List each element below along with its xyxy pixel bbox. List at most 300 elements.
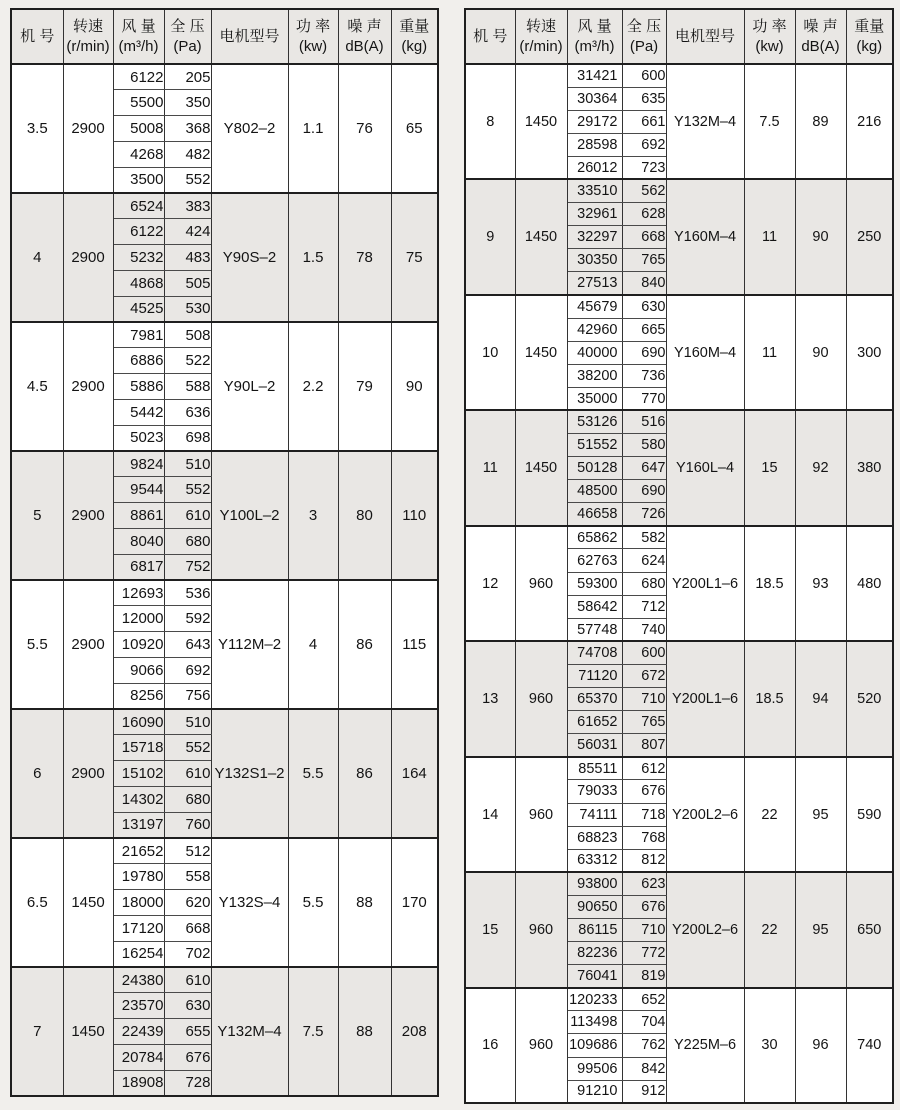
cell-speed: 2900: [63, 709, 113, 838]
cell-pressure: 482: [164, 141, 211, 167]
cell-flow: 90650: [567, 895, 622, 918]
cell-speed: 1450: [63, 967, 113, 1096]
cell-machine: 11: [465, 410, 515, 525]
cell-pressure: 912: [622, 1080, 666, 1103]
cell-motor: Y112M–2: [211, 580, 288, 709]
cell-machine: 9: [465, 179, 515, 294]
table-body: [11, 64, 438, 1096]
col-header-unit: (kw): [755, 37, 784, 55]
cell-flow: 35000: [567, 387, 622, 410]
cell-pressure: 552: [164, 735, 211, 761]
cell-pressure: 588: [164, 374, 211, 400]
cell-noise: 86: [338, 709, 391, 838]
cell-pressure: 350: [164, 90, 211, 116]
cell-pressure: 728: [164, 1070, 211, 1096]
fan-spec-table-right: [464, 8, 894, 1104]
table-row: [11, 193, 438, 219]
table-row: [11, 451, 438, 477]
cell-flow: 76041: [567, 965, 622, 988]
cell-pressure: 692: [622, 133, 666, 156]
cell-pressure: 624: [622, 549, 666, 572]
cell-flow: 74708: [567, 641, 622, 664]
col-header-power: [288, 9, 338, 64]
col-header-label: 机 号: [473, 27, 508, 45]
cell-flow: 6524: [113, 193, 164, 219]
cell-flow: 3500: [113, 167, 164, 193]
cell-power: 2.2: [288, 322, 338, 451]
cell-pressure: 592: [164, 606, 211, 632]
cell-pressure: 712: [622, 595, 666, 618]
cell-pressure: 536: [164, 580, 211, 606]
cell-speed: 960: [515, 526, 567, 641]
cell-speed: 960: [515, 988, 567, 1103]
cell-speed: 2900: [63, 322, 113, 451]
cell-motor: Y100L–2: [211, 451, 288, 580]
cell-flow: 74111: [567, 803, 622, 826]
cell-flow: 6122: [113, 64, 164, 90]
table-row: [11, 580, 438, 606]
cell-power: 11: [744, 179, 795, 294]
cell-motor: Y200L1–6: [666, 526, 744, 641]
cell-pressure: 842: [622, 1057, 666, 1080]
cell-flow: 18000: [113, 890, 164, 916]
col-header-label: 转速: [72, 18, 103, 35]
col-header-label: 噪 声: [803, 18, 838, 35]
cell-weight: 740: [846, 988, 893, 1103]
cell-flow: 93800: [567, 872, 622, 895]
cell-motor: Y200L2–6: [666, 872, 744, 987]
cell-flow: 4268: [113, 141, 164, 167]
cell-noise: 88: [338, 967, 391, 1096]
cell-flow: 109686: [567, 1034, 622, 1057]
cell-motor: Y90S–2: [211, 193, 288, 322]
cell-flow: 32297: [567, 226, 622, 249]
table-row: [465, 179, 893, 202]
cell-pressure: 710: [622, 688, 666, 711]
cell-pressure: 508: [164, 322, 211, 348]
cell-speed: 2900: [63, 580, 113, 709]
cell-speed: 1450: [515, 64, 567, 179]
cell-flow: 86115: [567, 918, 622, 941]
cell-flow: 7981: [113, 322, 164, 348]
cell-pressure: 610: [164, 967, 211, 993]
cell-speed: 1450: [63, 838, 113, 967]
col-header-unit: (kg): [401, 37, 428, 55]
cell-pressure: 736: [622, 364, 666, 387]
cell-power: 5.5: [288, 838, 338, 967]
col-header-unit: (kw): [298, 37, 328, 55]
cell-noise: 90: [795, 179, 846, 294]
cell-flow: 19780: [113, 864, 164, 890]
col-header-label: 风 量: [577, 18, 612, 35]
cell-pressure: 505: [164, 270, 211, 296]
header-row: [11, 9, 438, 64]
cell-weight: 250: [846, 179, 893, 294]
cell-pressure: 726: [622, 503, 666, 526]
cell-pressure: 680: [164, 786, 211, 812]
cell-flow: 42960: [567, 318, 622, 341]
cell-noise: 80: [338, 451, 391, 580]
cell-flow: 62763: [567, 549, 622, 572]
cell-pressure: 692: [164, 657, 211, 683]
cell-power: 15: [744, 410, 795, 525]
cell-power: 7.5: [288, 967, 338, 1096]
cell-flow: 53126: [567, 410, 622, 433]
cell-flow: 22439: [113, 1018, 164, 1044]
col-header-machine: [11, 9, 63, 64]
cell-pressure: 765: [622, 249, 666, 272]
cell-pressure: 756: [164, 683, 211, 709]
col-header-motor: [666, 9, 744, 64]
cell-flow: 8256: [113, 683, 164, 709]
cell-pressure: 676: [164, 1044, 211, 1070]
cell-pressure: 620: [164, 890, 211, 916]
cell-pressure: 718: [622, 803, 666, 826]
cell-pressure: 710: [622, 918, 666, 941]
table-row: [465, 410, 893, 433]
cell-machine: 7: [11, 967, 63, 1096]
cell-motor: Y160L–4: [666, 410, 744, 525]
cell-pressure: 562: [622, 179, 666, 202]
cell-power: 7.5: [744, 64, 795, 179]
cell-flow: 13197: [113, 812, 164, 838]
cell-flow: 5232: [113, 245, 164, 271]
cell-weight: 164: [391, 709, 438, 838]
cell-power: 1.5: [288, 193, 338, 322]
cell-flow: 5442: [113, 399, 164, 425]
cell-power: 30: [744, 988, 795, 1103]
cell-pressure: 522: [164, 348, 211, 374]
col-header-noise: [338, 9, 391, 64]
col-header-flow: [113, 9, 164, 64]
cell-flow: 23570: [113, 993, 164, 1019]
cell-weight: 520: [846, 641, 893, 756]
table-row: [465, 872, 893, 895]
cell-pressure: 680: [622, 572, 666, 595]
col-header-speed: [63, 9, 113, 64]
cell-flow: 14302: [113, 786, 164, 812]
cell-power: 3: [288, 451, 338, 580]
cell-speed: 1450: [515, 410, 567, 525]
cell-flow: 5023: [113, 425, 164, 451]
cell-pressure: 807: [622, 734, 666, 757]
cell-noise: 86: [338, 580, 391, 709]
col-header-motor: [211, 9, 288, 64]
cell-motor: Y200L2–6: [666, 757, 744, 872]
cell-weight: 75: [391, 193, 438, 322]
cell-motor: Y132M–4: [211, 967, 288, 1096]
cell-speed: 2900: [63, 64, 113, 193]
cell-flow: 8861: [113, 503, 164, 529]
cell-flow: 33510: [567, 179, 622, 202]
table-row: [465, 641, 893, 664]
cell-flow: 6886: [113, 348, 164, 374]
cell-flow: 61652: [567, 711, 622, 734]
cell-weight: 650: [846, 872, 893, 987]
cell-pressure: 600: [622, 64, 666, 87]
cell-power: 5.5: [288, 709, 338, 838]
cell-pressure: 635: [622, 87, 666, 110]
cell-flow: 51552: [567, 434, 622, 457]
cell-flow: 12000: [113, 606, 164, 632]
table-row: [11, 64, 438, 90]
cell-machine: 4: [11, 193, 63, 322]
cell-pressure: 655: [164, 1018, 211, 1044]
cell-pressure: 672: [622, 664, 666, 687]
cell-pressure: 516: [622, 410, 666, 433]
cell-pressure: 652: [622, 988, 666, 1011]
cell-flow: 10920: [113, 632, 164, 658]
cell-weight: 170: [391, 838, 438, 967]
cell-pressure: 812: [622, 849, 666, 872]
cell-flow: 48500: [567, 480, 622, 503]
cell-weight: 65: [391, 64, 438, 193]
cell-speed: 1450: [515, 179, 567, 294]
cell-speed: 960: [515, 757, 567, 872]
cell-pressure: 698: [164, 425, 211, 451]
col-header-unit: dB(A): [801, 37, 840, 55]
cell-flow: 24380: [113, 967, 164, 993]
cell-machine: 6: [11, 709, 63, 838]
cell-machine: 4.5: [11, 322, 63, 451]
table-row: [11, 967, 438, 993]
table-body: [465, 64, 893, 1103]
cell-motor: Y132S–4: [211, 838, 288, 967]
col-header-unit: (kg): [856, 37, 883, 55]
col-header-unit: (m³/h): [574, 37, 615, 55]
cell-pressure: 552: [164, 477, 211, 503]
cell-pressure: 762: [622, 1034, 666, 1057]
cell-pressure: 623: [622, 872, 666, 895]
cell-pressure: 770: [622, 387, 666, 410]
cell-speed: 960: [515, 641, 567, 756]
cell-pressure: 772: [622, 942, 666, 965]
cell-weight: 115: [391, 580, 438, 709]
cell-flow: 85511: [567, 757, 622, 780]
cell-pressure: 512: [164, 838, 211, 864]
cell-pressure: 530: [164, 296, 211, 322]
header-row: [465, 9, 893, 64]
col-header-label: 全 压: [170, 18, 205, 35]
cell-pressure: 630: [622, 295, 666, 318]
cell-motor: Y160M–4: [666, 295, 744, 410]
cell-pressure: 424: [164, 219, 211, 245]
cell-pressure: 558: [164, 864, 211, 890]
cell-speed: 2900: [63, 193, 113, 322]
cell-noise: 78: [338, 193, 391, 322]
cell-pressure: 661: [622, 110, 666, 133]
cell-flow: 46658: [567, 503, 622, 526]
cell-motor: Y200L1–6: [666, 641, 744, 756]
cell-flow: 91210: [567, 1080, 622, 1103]
cell-power: 22: [744, 872, 795, 987]
cell-flow: 9824: [113, 451, 164, 477]
cell-flow: 16090: [113, 709, 164, 735]
cell-flow: 21652: [113, 838, 164, 864]
table-row: [465, 64, 893, 87]
cell-power: 4: [288, 580, 338, 709]
cell-flow: 17120: [113, 915, 164, 941]
cell-flow: 38200: [567, 364, 622, 387]
cell-flow: 30364: [567, 87, 622, 110]
cell-machine: 6.5: [11, 838, 63, 967]
cell-noise: 76: [338, 64, 391, 193]
col-header-power: [744, 9, 795, 64]
table-header: [11, 9, 438, 64]
col-header-label: 电机型号: [219, 27, 280, 45]
col-header-label: 功 率: [295, 18, 331, 35]
col-header-speed: [515, 9, 567, 64]
cell-flow: 113498: [567, 1011, 622, 1034]
cell-flow: 16254: [113, 941, 164, 967]
cell-motor: Y90L–2: [211, 322, 288, 451]
cell-flow: 45679: [567, 295, 622, 318]
cell-pressure: 647: [622, 457, 666, 480]
col-header-pressure: [622, 9, 666, 64]
table-row: [11, 322, 438, 348]
cell-pressure: 580: [622, 434, 666, 457]
cell-noise: 94: [795, 641, 846, 756]
cell-weight: 90: [391, 322, 438, 451]
cell-weight: 216: [846, 64, 893, 179]
col-header-unit: dB(A): [345, 37, 384, 55]
col-header-label: 转速: [525, 18, 556, 35]
cell-noise: 96: [795, 988, 846, 1103]
cell-flow: 79033: [567, 780, 622, 803]
cell-pressure: 582: [622, 526, 666, 549]
table-row: [11, 838, 438, 864]
cell-noise: 88: [338, 838, 391, 967]
cell-motor: Y802–2: [211, 64, 288, 193]
cell-flow: 32961: [567, 203, 622, 226]
col-header-unit: (r/min): [66, 37, 110, 55]
cell-motor: Y132M–4: [666, 64, 744, 179]
col-header-noise: [795, 9, 846, 64]
col-header-unit: (Pa): [629, 37, 659, 55]
cell-pressure: 668: [622, 226, 666, 249]
cell-machine: 8: [465, 64, 515, 179]
table-row: [465, 295, 893, 318]
cell-pressure: 483: [164, 245, 211, 271]
cell-pressure: 643: [164, 632, 211, 658]
cell-pressure: 552: [164, 167, 211, 193]
cell-flow: 9544: [113, 477, 164, 503]
cell-flow: 28598: [567, 133, 622, 156]
table-header: [465, 9, 893, 64]
cell-weight: 380: [846, 410, 893, 525]
cell-flow: 20784: [113, 1044, 164, 1070]
cell-flow: 56031: [567, 734, 622, 757]
cell-noise: 79: [338, 322, 391, 451]
cell-pressure: 630: [164, 993, 211, 1019]
cell-flow: 63312: [567, 849, 622, 872]
cell-power: 18.5: [744, 526, 795, 641]
col-header-label: 机 号: [20, 27, 55, 45]
table-row: [465, 526, 893, 549]
col-header-label: 全 压: [626, 18, 662, 35]
cell-flow: 4868: [113, 270, 164, 296]
cell-speed: 2900: [63, 451, 113, 580]
col-header-label: 重量: [854, 18, 885, 35]
cell-flow: 68823: [567, 826, 622, 849]
col-header-unit: (Pa): [173, 37, 202, 55]
cell-motor: Y132S1–2: [211, 709, 288, 838]
col-header-weight: [391, 9, 438, 64]
cell-flow: 15718: [113, 735, 164, 761]
cell-flow: 4525: [113, 296, 164, 322]
cell-power: 11: [744, 295, 795, 410]
cell-noise: 95: [795, 757, 846, 872]
cell-pressure: 636: [164, 399, 211, 425]
cell-pressure: 819: [622, 965, 666, 988]
cell-flow: 5008: [113, 116, 164, 142]
cell-pressure: 680: [164, 528, 211, 554]
cell-noise: 90: [795, 295, 846, 410]
cell-power: 22: [744, 757, 795, 872]
cell-pressure: 368: [164, 116, 211, 142]
cell-motor: Y160M–4: [666, 179, 744, 294]
col-header-label: 电机型号: [674, 27, 735, 45]
cell-machine: 10: [465, 295, 515, 410]
col-header-label: 风 量: [121, 18, 156, 35]
cell-machine: 16: [465, 988, 515, 1103]
cell-machine: 5.5: [11, 580, 63, 709]
cell-noise: 92: [795, 410, 846, 525]
cell-pressure: 510: [164, 451, 211, 477]
col-header-label: 功 率: [752, 18, 787, 35]
col-header-weight: [846, 9, 893, 64]
cell-pressure: 690: [622, 341, 666, 364]
col-header-pressure: [164, 9, 211, 64]
cell-flow: 6817: [113, 554, 164, 580]
cell-weight: 208: [391, 967, 438, 1096]
cell-flow: 58642: [567, 595, 622, 618]
cell-flow: 27513: [567, 272, 622, 295]
cell-noise: 89: [795, 64, 846, 179]
cell-noise: 93: [795, 526, 846, 641]
cell-flow: 9066: [113, 657, 164, 683]
cell-pressure: 840: [622, 272, 666, 295]
cell-flow: 31421: [567, 64, 622, 87]
cell-power: 1.1: [288, 64, 338, 193]
cell-pressure: 676: [622, 895, 666, 918]
col-header-flow: [567, 9, 622, 64]
cell-pressure: 752: [164, 554, 211, 580]
cell-pressure: 765: [622, 711, 666, 734]
cell-pressure: 704: [622, 1011, 666, 1034]
cell-pressure: 610: [164, 761, 211, 787]
cell-machine: 3.5: [11, 64, 63, 193]
table-row: [465, 757, 893, 780]
col-header-unit: (r/min): [519, 37, 563, 55]
cell-flow: 120233: [567, 988, 622, 1011]
cell-flow: 71120: [567, 664, 622, 687]
cell-machine: 14: [465, 757, 515, 872]
cell-machine: 5: [11, 451, 63, 580]
cell-flow: 15102: [113, 761, 164, 787]
col-header-machine: [465, 9, 515, 64]
cell-speed: 1450: [515, 295, 567, 410]
cell-pressure: 723: [622, 156, 666, 179]
cell-flow: 5886: [113, 374, 164, 400]
cell-pressure: 702: [164, 941, 211, 967]
cell-flow: 29172: [567, 110, 622, 133]
cell-pressure: 768: [622, 826, 666, 849]
col-header-label: 噪 声: [347, 18, 382, 35]
cell-pressure: 628: [622, 203, 666, 226]
cell-pressure: 690: [622, 480, 666, 503]
cell-pressure: 205: [164, 64, 211, 90]
